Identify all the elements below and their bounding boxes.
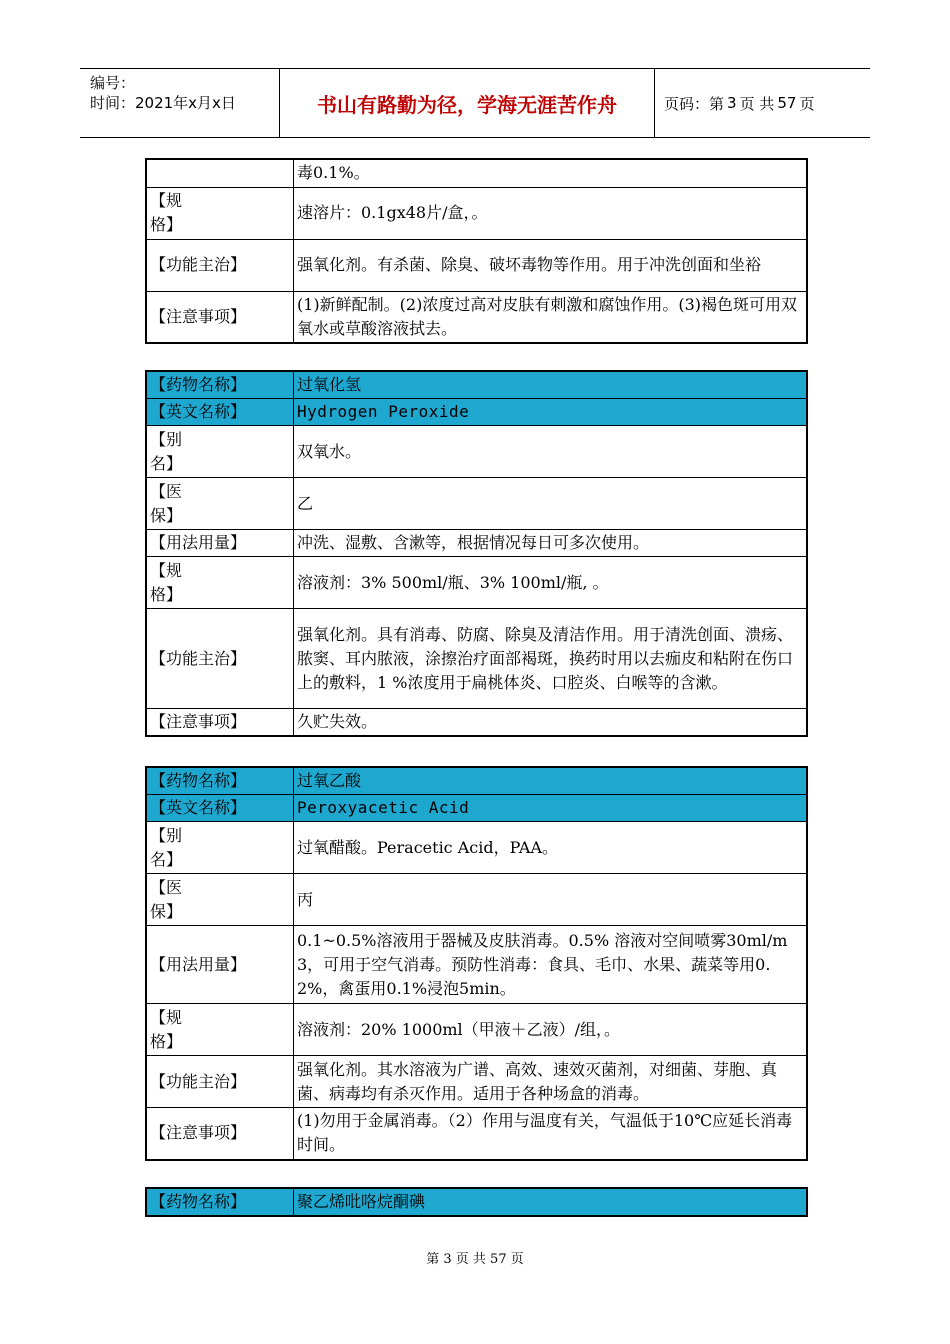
number-label: 编号： bbox=[90, 74, 136, 92]
drug-name-value: 过氧乙酸 bbox=[294, 767, 808, 795]
usage-value: 0.1~0.5%溶液用于器械及皮肤消毒。0.5% 溶液对空间喷雾30ml/m3，可用于空气消毒。预防性消毒：食具、毛巾、水果、蔬菜等用0.2%，禽蛋用0.1%浸泡5min。 bbox=[294, 926, 808, 1004]
table-row bbox=[146, 1108, 807, 1160]
usage-value: 冲洗、湿敷、含漱等，根据情况每日可多次使用。 bbox=[294, 530, 808, 557]
table-row bbox=[146, 1188, 807, 1216]
table-row bbox=[146, 159, 807, 187]
table-row bbox=[146, 478, 807, 530]
table-row bbox=[146, 874, 807, 926]
table-row bbox=[146, 530, 807, 557]
spec-value: 速溶片：0.1gx48片/盒，。 bbox=[294, 187, 808, 239]
table-row bbox=[146, 557, 807, 609]
function-value: 强氧化剂。其水溶液为广谱、高效、速效灭菌剂，对细菌、芽胞、真菌、病毒均有杀灭作用。适用于各种场盒的消毒。 bbox=[294, 1056, 808, 1108]
spec-key: 【规格】 bbox=[146, 557, 294, 609]
table-row bbox=[146, 291, 807, 343]
alias-value: 双氧水。 bbox=[294, 426, 808, 478]
drug-name-key: 【药物名称】 bbox=[146, 371, 294, 399]
notes-value: (1)勿用于金属消毒。（2）作用与温度有关，气温低于10℃应延长消毒时间。 bbox=[294, 1108, 808, 1160]
drug-name-value: 聚乙烯吡咯烷酮碘 bbox=[294, 1188, 808, 1216]
page-footer: 第 3 页 共 57 页 bbox=[426, 1252, 524, 1267]
table-row bbox=[146, 426, 807, 478]
alias-value: 过氧醋酸。Peracetic Acid，PAA。 bbox=[294, 822, 808, 874]
drug-name-value: 过氧化氢 bbox=[294, 371, 808, 399]
table-row bbox=[146, 767, 807, 795]
insurance-value: 乙 bbox=[294, 478, 808, 530]
header-motto: 书山有路勤为径，学海无涯苦作舟 bbox=[280, 69, 655, 137]
table-row bbox=[146, 399, 807, 426]
page-label: 页码：第 bbox=[664, 94, 725, 113]
alias-key: 【别名】 bbox=[146, 426, 294, 478]
function-key: 【功能主治】 bbox=[146, 1056, 294, 1108]
empty-key-cell bbox=[146, 159, 294, 187]
table-row bbox=[146, 795, 807, 822]
page-mid: 页 共 bbox=[739, 94, 775, 113]
usage-key: 【用法用量】 bbox=[146, 926, 294, 1004]
insurance-key: 【医保】 bbox=[146, 478, 294, 530]
drug-name-key: 【药物名称】 bbox=[146, 767, 294, 795]
table-row bbox=[146, 926, 807, 1004]
english-name-value: Hydrogen Peroxide bbox=[294, 399, 808, 426]
spec-value: 溶液剂：3% 500ml/瓶、3% 100ml/瓶, 。 bbox=[294, 557, 808, 609]
drug-table-peroxyacetic-acid bbox=[145, 766, 808, 1161]
table-row bbox=[146, 1056, 807, 1108]
function-key: 【功能主治】 bbox=[146, 239, 294, 291]
english-name-key: 【英文名称】 bbox=[146, 399, 294, 426]
drug-name-key: 【药物名称】 bbox=[146, 1188, 294, 1216]
table-row bbox=[146, 822, 807, 874]
insurance-value: 丙 bbox=[294, 874, 808, 926]
drug-table-continued bbox=[145, 158, 808, 344]
drug-table-hydrogen-peroxide bbox=[145, 370, 808, 737]
table-row bbox=[146, 1004, 807, 1056]
function-key: 【功能主治】 bbox=[146, 609, 294, 709]
spec-key: 【规格】 bbox=[146, 1004, 294, 1056]
notes-key: 【注意事项】 bbox=[146, 1108, 294, 1160]
notes-key: 【注意事项】 bbox=[146, 291, 294, 343]
alias-key: 【别名】 bbox=[146, 822, 294, 874]
table-row bbox=[146, 709, 807, 737]
page-end: 页 bbox=[799, 94, 815, 113]
page-header bbox=[80, 68, 870, 138]
row-value: 毒0.1%。 bbox=[294, 159, 808, 187]
time-line: 时间：2021年x月x日 bbox=[90, 94, 236, 112]
header-meta bbox=[80, 69, 280, 137]
function-value: 强氧化剂。具有消毒、防腐、除臭及清洁作用。用于清洗创面、溃疡、脓窦、耳内脓液，涂擦治疗面部褐斑，换药时用以去痂皮和粘附在伤口上的敷料，1 %浓度用于扁桃体炎、口腔炎、白喉等的含漱。 bbox=[294, 609, 808, 709]
notes-value: 久贮失效。 bbox=[294, 709, 808, 737]
page-total: 57 bbox=[777, 94, 797, 112]
usage-key: 【用法用量】 bbox=[146, 530, 294, 557]
header-page-info bbox=[654, 69, 870, 137]
table-row bbox=[146, 609, 807, 709]
page-number: 3 bbox=[727, 94, 737, 112]
english-name-value: Peroxyacetic Acid bbox=[294, 795, 808, 822]
notes-key: 【注意事项】 bbox=[146, 709, 294, 737]
notes-value: (1)新鲜配制。(2)浓度过高对皮肤有刺激和腐蚀作用。(3)褐色斑可用双氧水或草酸溶液拭去。 bbox=[294, 291, 808, 343]
drug-table-povidone-iodine bbox=[145, 1187, 808, 1217]
table-row bbox=[146, 371, 807, 399]
insurance-key: 【医保】 bbox=[146, 874, 294, 926]
spec-key: 【规格】 bbox=[146, 187, 294, 239]
function-value: 强氧化剂。有杀菌、除臭、破坏毒物等作用。用于冲洗创面和坐裕 bbox=[294, 239, 808, 291]
table-row bbox=[146, 239, 807, 291]
table-row bbox=[146, 187, 807, 239]
english-name-key: 【英文名称】 bbox=[146, 795, 294, 822]
spec-value: 溶液剂：20% 1000ml（甲液＋乙液）/组，。 bbox=[294, 1004, 808, 1056]
